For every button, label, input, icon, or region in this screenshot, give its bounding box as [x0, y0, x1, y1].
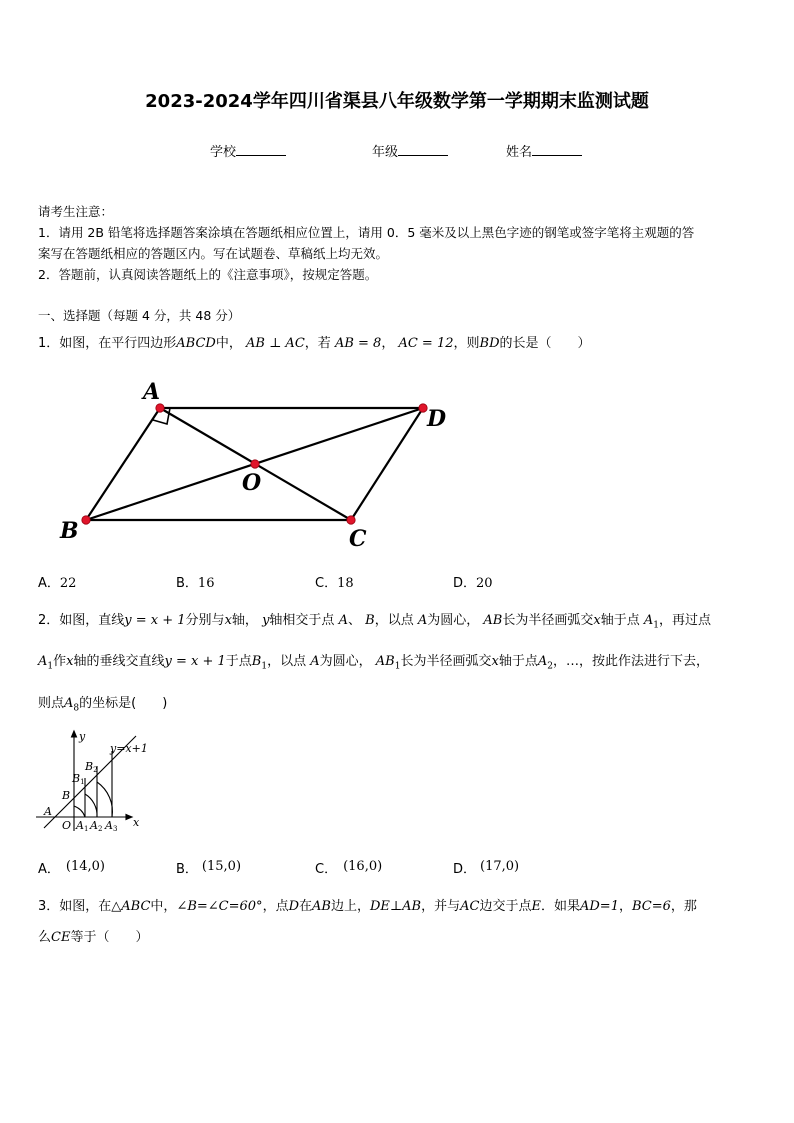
label-b: B [62, 789, 71, 802]
line-label: y=x+1 [110, 742, 148, 755]
q1-option-b[interactable]: B．16 [176, 576, 215, 591]
notice-item-1-line-2: 案写在答题纸相应的答题区内。写在试题卷、草稿纸上均无效。 [38, 246, 389, 261]
q2-option-c[interactable]: C． (16,0) [315, 859, 383, 877]
arc-2 [85, 794, 97, 817]
label-c: C [349, 526, 367, 552]
y-axis-label: y [79, 730, 86, 743]
label-d: D [427, 406, 447, 432]
label-a3: A3 [105, 819, 118, 833]
y-axis-arrow [72, 731, 77, 737]
section-heading: 一、选择题（每题 4 分，共 48 分） [38, 308, 241, 323]
question-2-line-2: $A_1$作x轴的垂线交直线y = x + 1于点$B_1$，以点 A为圆心， $AB_1$长为半径画弧交x轴于点$A_2$，…，按此作法进行下去， [38, 654, 709, 672]
question-2-line-1: 2．如图，直线y = x + 1分别与x轴， y轴相交于点 A、 B，以点 A为圆心， AB长为半径画弧交x轴于点 $A_1$，再过点 [38, 613, 711, 631]
notice-heading: 请考生注意： [38, 204, 114, 219]
page-title: 2023-2024学年四川省渠县八年级数学第一学期期末监测试题 [145, 91, 649, 112]
q2-option-a[interactable]: A． (14,0) [38, 859, 105, 877]
arc-3 [97, 782, 112, 817]
school-label: 学校 [210, 145, 237, 160]
q1-option-d[interactable]: D．20 [453, 576, 493, 591]
question-3-line-2: 么CE等于（ ） [38, 930, 149, 945]
x-axis-arrow [126, 815, 132, 820]
q1-option-a[interactable]: A．22 [38, 576, 77, 591]
question-2-line-3: 则点$A_8$的坐标是( ) [38, 696, 168, 714]
label-a1: A1 [76, 819, 89, 833]
label-a: A [44, 805, 52, 818]
label-b2: B2 [85, 760, 98, 774]
label-a2: A2 [90, 819, 103, 833]
label-b1: B1 [72, 772, 85, 786]
notice-item-1-line-1: 1．请用 2B 铅笔将选择题答案涂填在答题纸相应位置上，请用 0．5 毫米及以上黑色字迹的钢笔或签字笔将主观题的答 [38, 225, 695, 240]
arc-1 [74, 806, 85, 817]
q2-option-d[interactable]: D． (17,0) [453, 859, 520, 877]
label-o: O [62, 819, 72, 832]
q1-option-c[interactable]: C．18 [315, 576, 354, 591]
question-1-stem: 1．如图，在平行四边形ABCD中， AB ⊥ AC，若 AB = 8， AC = 12，则BD的长是（ ） [38, 336, 591, 351]
grade-label: 年级 [372, 145, 399, 160]
x-axis-label: x [133, 816, 140, 829]
label-b: B [60, 518, 79, 544]
q2-option-b[interactable]: B． (15,0) [176, 859, 242, 877]
label-o: O [242, 470, 262, 496]
question-3-line-1: 3．如图，在△ABC中，∠B=∠C=60°，点D在AB边上，DE⊥AB，并与AC边交于点E．如果AD=1，BC=6，那 [38, 899, 697, 914]
notice-item-2: 2．答题前，认真阅读答题纸上的《注意事项》，按规定答题。 [38, 267, 378, 282]
name-label: 姓名 [506, 145, 533, 160]
label-a: A [143, 379, 161, 405]
